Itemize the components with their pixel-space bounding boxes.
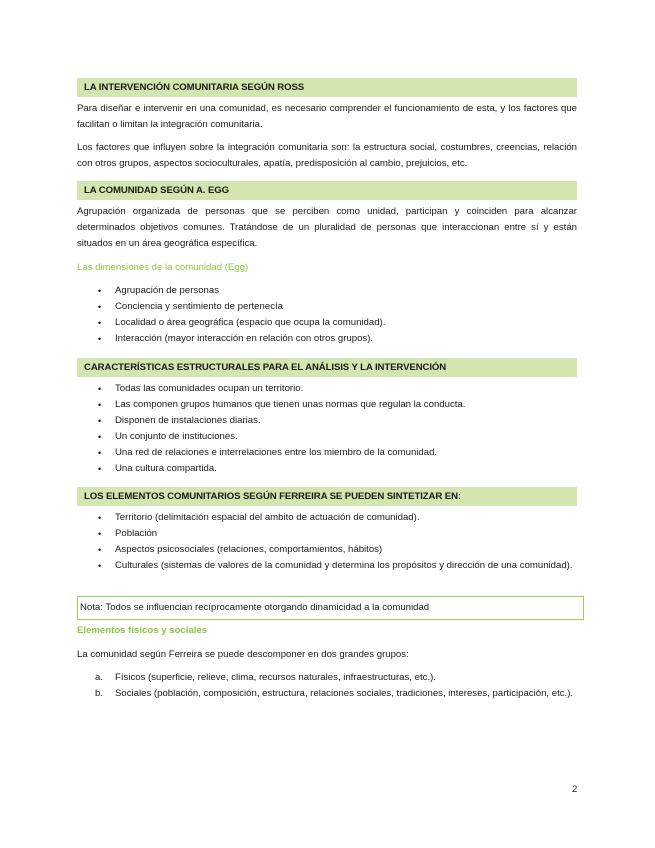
list-item: • Territorio (delimitación espacial del ambito de actuación de comunidad). [77, 510, 577, 526]
bullet-icon: • [98, 318, 102, 328]
section-header-estructurales: CARACTERÍSTICAS ESTRUCTURALES PARA EL ANÁLISIS Y LA INTERVENCIÓN [77, 358, 577, 377]
list-item: • Localidad o área geográfica (espacio que ocupa la comunidad). [77, 315, 577, 331]
page-number: 2 [572, 784, 578, 795]
list-item: • Agrupación de personas [77, 283, 577, 299]
list-item: • Las componen grupos humanos que tienen unas normas que regulan la conducta. [77, 397, 577, 413]
ferreira-list [77, 510, 577, 574]
list-item: • Población [77, 526, 577, 542]
note-box: Nota: Todos se influencian recíprocamente otorgando dinamicidad a la comunidad [77, 596, 584, 620]
bullet-icon: • [98, 400, 102, 410]
list-item: a. Físicos (superficie, relieve, clima, recursos naturales, infraestructuras, etc.). [77, 670, 577, 686]
bullet-icon: • [98, 334, 102, 344]
bullet-icon: • [98, 561, 102, 571]
section-header-egg: LA COMUNIDAD SEGÚN A. EGG [77, 181, 577, 200]
list-item: • Una cultura compartida. [77, 461, 577, 477]
bullet-icon: • [98, 286, 102, 296]
subheading-dimensions: Las dimensiones de la comunidad (Egg) [77, 262, 249, 273]
list-item: b. Sociales (población, composición, estructura, relaciones sociales, tradiciones, intereses, participación, etc.). [77, 686, 577, 702]
fisicos-list [77, 670, 577, 702]
list-item: • Todas las comunidades ocupan un territorio. [77, 381, 577, 397]
list-item: • Aspectos psicosociales (relaciones, comportamientos, hábitos) [77, 542, 577, 558]
paragraph-ross-2: Los factores que influyen sobre la integración comunitaria son: la estructura social, costumbres, creencias, relación con otros grupos, aspectos socioculturales, apatía, predisposición al cambio, prejuicios, etc. [77, 142, 577, 169]
bullet-icon: • [98, 432, 102, 442]
section-header-ross: LA INTERVENCIÓN COMUNITARIA SEGÚN ROSS [77, 78, 577, 97]
list-item: • Una red de relaciones e interrelaciones entre los miembro de la comunidad. [77, 445, 577, 461]
paragraph-fisicos-intro: La comunidad según Ferreira se puede descomponer en dos grandes grupos: [77, 649, 409, 660]
paragraph-egg-1: Agrupación organizada de personas que se perciben como unidad, participan y coinciden para alcanzar determinados objetivos comunes. Tratándose de un pluralidad de personas que interaccionan entre sí y están situados en un área geográfica específica. [77, 206, 577, 249]
list-item: • Disponen de instalaciones diarias. [77, 413, 577, 429]
list-item: • Interacción (mayor interacción en relación con otros grupos). [77, 331, 577, 347]
bullet-icon: • [98, 302, 102, 312]
bullet-icon: • [98, 416, 102, 426]
dimensions-list [77, 283, 577, 347]
bullet-icon: • [98, 448, 102, 458]
bullet-icon: • [98, 529, 102, 539]
paragraph-ross-1: Para diseñar e intervenir en una comunidad, es necesario comprender el funcionamiento de esta, y los factores que facilitan o limitan la integración comunitaria. [77, 103, 577, 130]
list-item: • Un conjunto de instituciones. [77, 429, 577, 445]
section-header-ferreira: LOS ELEMENTOS COMUNITARIOS SEGÚN FERREIRA SE PUEDEN SINTETIZAR EN: [77, 487, 577, 506]
list-item: • Conciencia y sentimiento de pertenecía [77, 299, 577, 315]
subheading-fisicos: Elementos físicos y sociales [77, 625, 208, 636]
bullet-icon: • [98, 384, 102, 394]
bullet-icon: • [98, 464, 102, 474]
bullet-icon: • [98, 513, 102, 523]
bullet-icon: • [98, 545, 102, 555]
list-marker: b. [95, 688, 104, 699]
list-item: • Culturales (sistemas de valores de la comunidad y determina los propósitos y dirección de una comunidad). [77, 558, 577, 574]
list-marker: a. [95, 672, 104, 683]
estructurales-list [77, 381, 577, 477]
